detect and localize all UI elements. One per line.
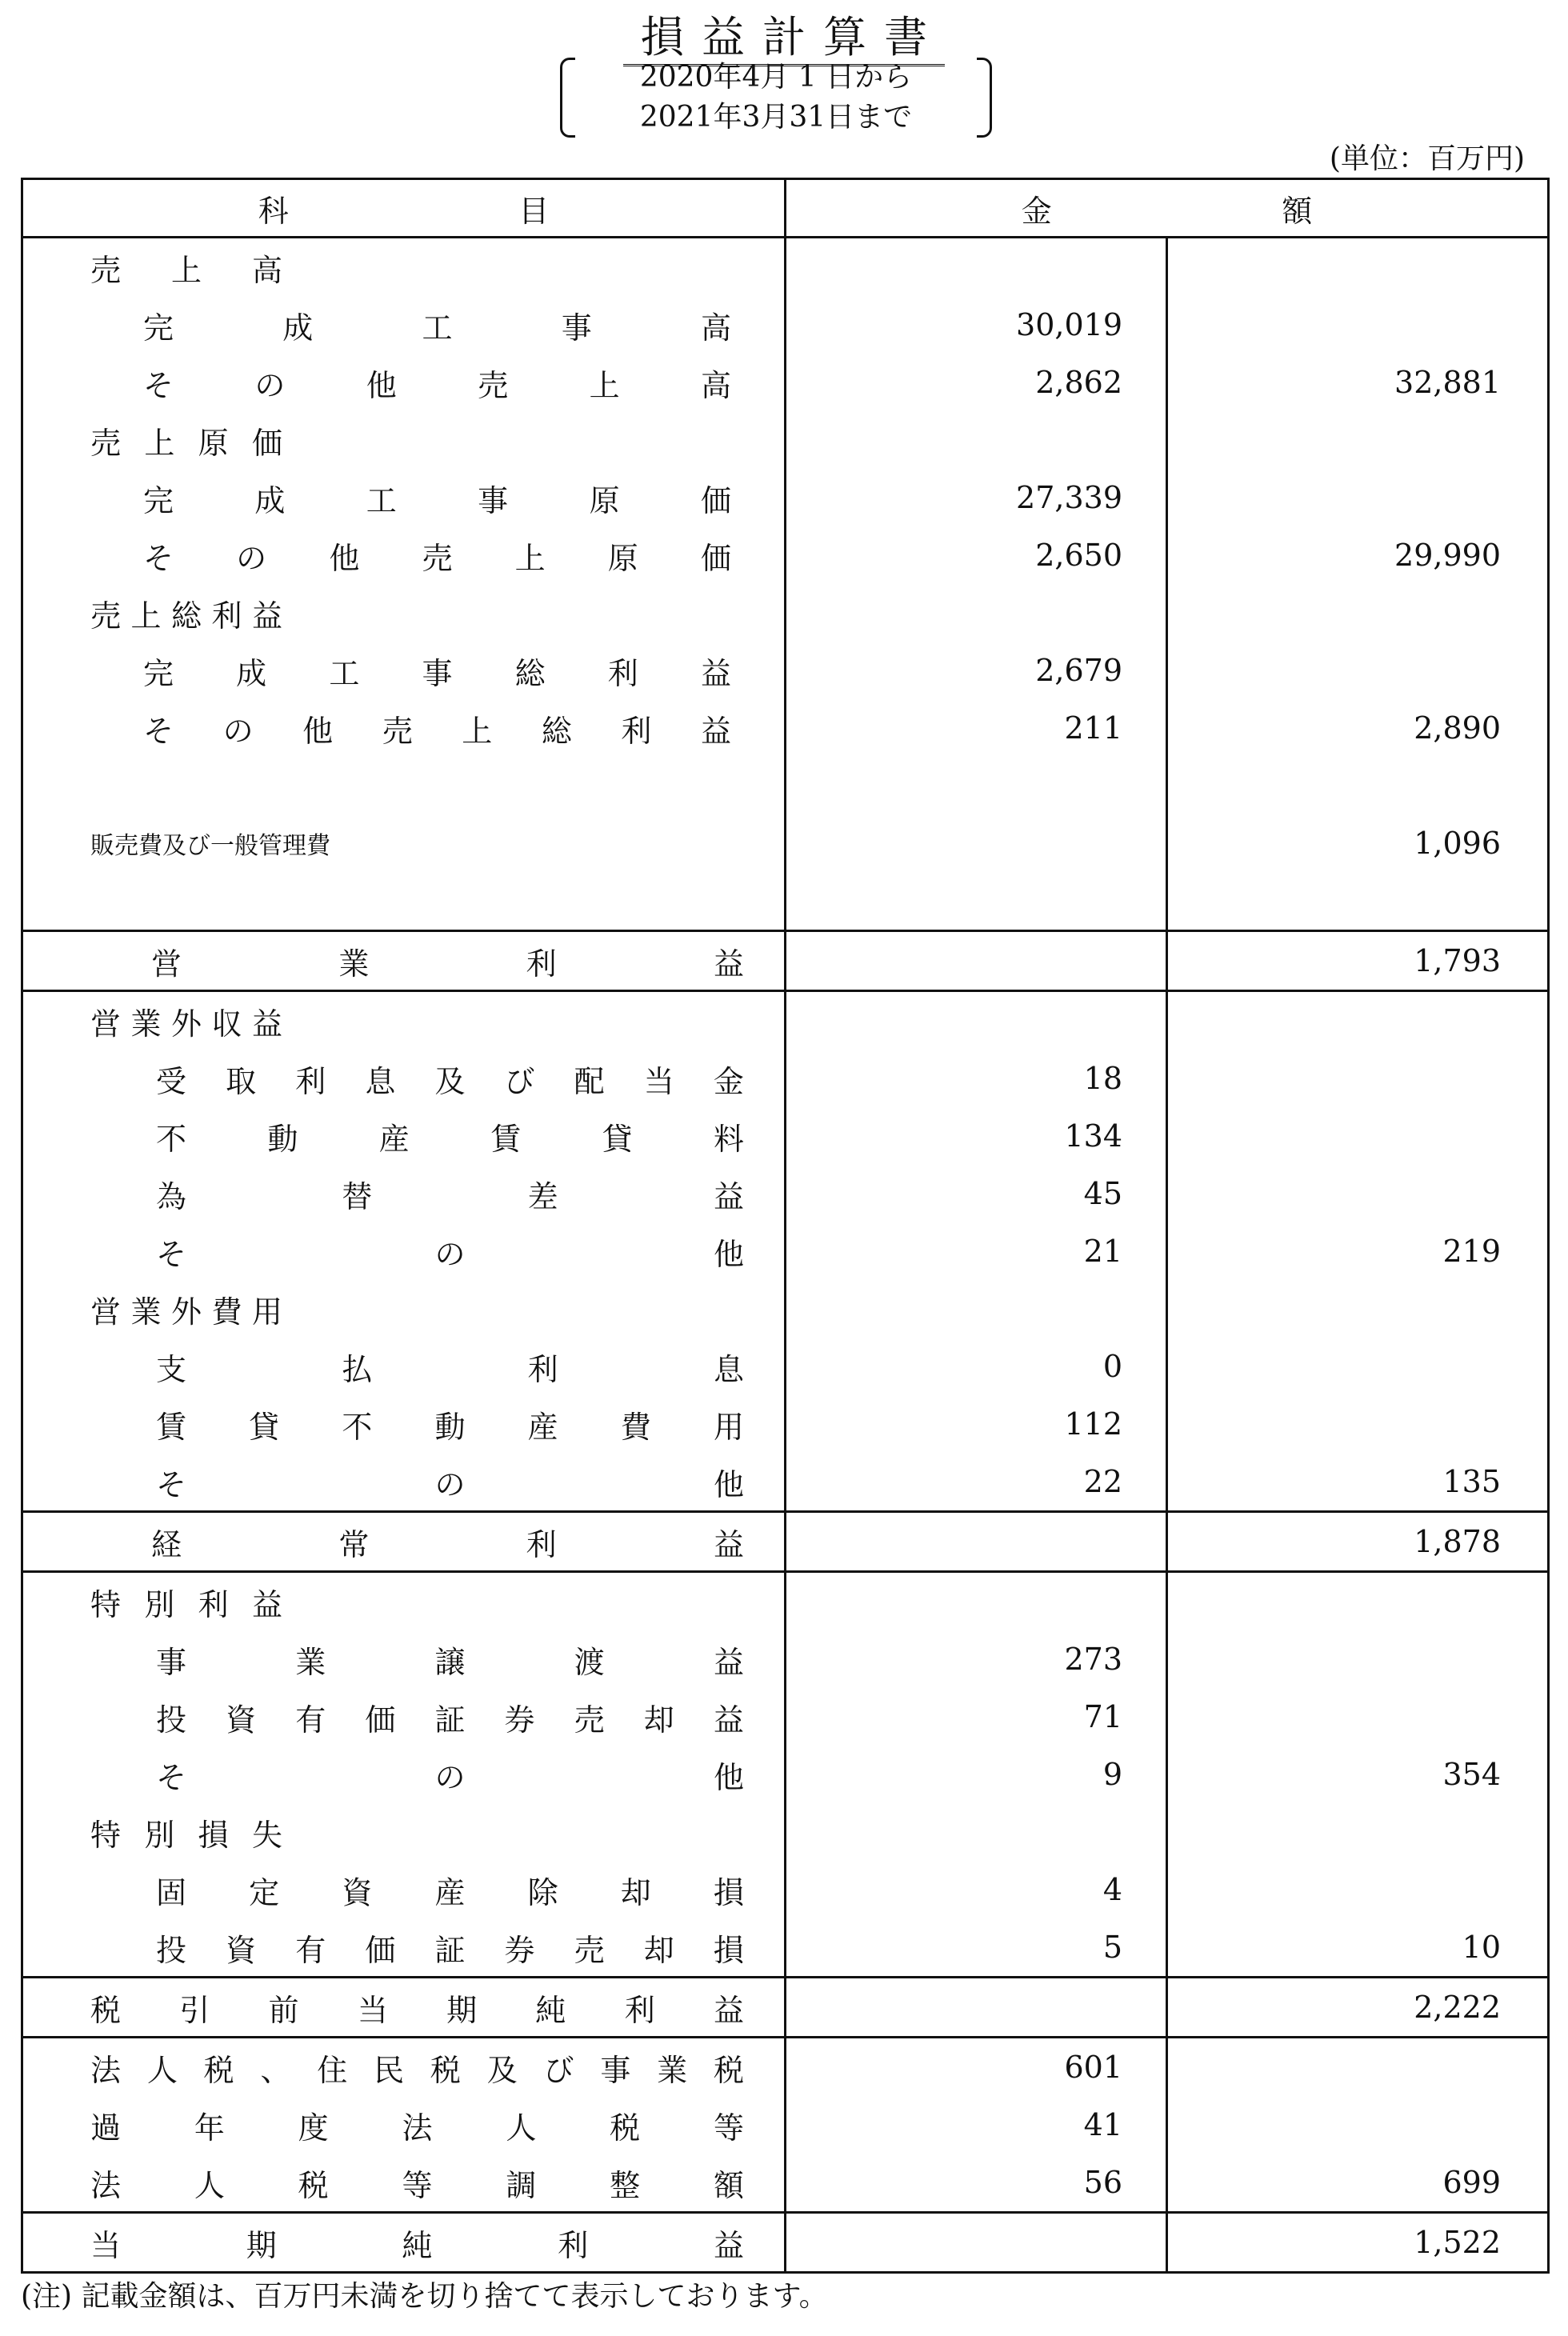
row-amount-detail: 4	[786, 1861, 1167, 1918]
row-label: そ の 他	[22, 1222, 786, 1280]
row-label: そ の 他 売 上 総 利 益	[22, 699, 786, 757]
row-label: 完 成 工 事 総 利 益	[22, 642, 786, 699]
line-item-row	[22, 1165, 1549, 1222]
row-amount-detail: 2,679	[786, 642, 1167, 699]
row-label: 投 資 有 価 証 券 売 却 損	[22, 1918, 786, 1978]
row-label: そ の 他	[22, 1746, 786, 1803]
section-heading-row	[22, 584, 1549, 642]
row-amount-detail: 30,019	[786, 296, 1167, 354]
row-label: 特 別 損 失	[22, 1803, 786, 1861]
row-amount-detail	[786, 2213, 1167, 2273]
footnote: (注) 記載金額は、百万円未満を切り捨てて表示しております。	[21, 2280, 828, 2313]
title-text: 損益計算書	[623, 12, 945, 66]
row-amount-detail: 112	[786, 1395, 1167, 1453]
line-item-row	[22, 1918, 1549, 1978]
row-amount-total	[1167, 296, 1549, 354]
row-label: 販売費及び一般管理費	[22, 814, 786, 872]
row-amount-detail: 2,650	[786, 526, 1167, 584]
header-subject: 科 目	[22, 179, 786, 238]
row-label: 不 動 産 賃 貸 料	[22, 1107, 786, 1165]
row-amount-total	[1167, 642, 1549, 699]
line-item-row	[22, 354, 1549, 411]
row-amount-detail: 0	[786, 1338, 1167, 1395]
row-label: 営 業 外 収 益	[22, 991, 786, 1050]
row-label: そ の 他	[22, 1453, 786, 1512]
table-body	[22, 238, 1549, 2273]
ordinary-profit-row	[22, 1512, 1549, 1572]
sga-row	[22, 814, 1549, 872]
row-amount-total: 1,793	[1167, 931, 1549, 991]
row-label: 法 人 税 等 調 整 額	[22, 2154, 786, 2213]
row-amount-total	[1167, 1803, 1549, 1861]
line-item-row	[22, 1222, 1549, 1280]
row-amount-total: 699	[1167, 2154, 1549, 2213]
line-item-row	[22, 526, 1549, 584]
row-amount-detail: 5	[786, 1918, 1167, 1978]
row-amount-total	[1167, 238, 1549, 297]
row-amount-detail: 41	[786, 2096, 1167, 2154]
row-label: 当 期 純 利 益	[22, 2213, 786, 2273]
row-amount-total	[1167, 1630, 1549, 1688]
row-amount-total	[1167, 757, 1549, 814]
row-amount-detail: 45	[786, 1165, 1167, 1222]
row-amount-total: 1,096	[1167, 814, 1549, 872]
row-label: 税 引 前 当 期 純 利 益	[22, 1978, 786, 2038]
row-amount-detail	[786, 814, 1167, 872]
line-item-row	[22, 1688, 1549, 1746]
row-amount-detail: 2,862	[786, 354, 1167, 411]
row-amount-detail	[786, 1280, 1167, 1338]
row-amount-detail	[786, 1978, 1167, 2038]
row-amount-total: 135	[1167, 1453, 1549, 1512]
line-item-row	[22, 1395, 1549, 1453]
row-amount-detail: 211	[786, 699, 1167, 757]
header-amount: 金 額	[786, 179, 1549, 238]
row-amount-detail	[786, 584, 1167, 642]
row-label: 完 成 工 事 原 価	[22, 469, 786, 526]
section-heading-row	[22, 411, 1549, 469]
row-amount-detail	[786, 991, 1167, 1050]
row-amount-total	[1167, 1165, 1549, 1222]
row-label: 完 成 工 事 高	[22, 296, 786, 354]
row-amount-total	[1167, 469, 1549, 526]
row-amount-total: 219	[1167, 1222, 1549, 1280]
line-item-row	[22, 296, 1549, 354]
row-amount-total: 32,881	[1167, 354, 1549, 411]
blank-row	[22, 757, 1549, 814]
period-from: 2020年4月 1 日から	[639, 61, 913, 94]
row-label: 支 払 利 息	[22, 1338, 786, 1395]
row-label	[22, 757, 786, 814]
line-item-row	[22, 469, 1549, 526]
period-box	[560, 54, 992, 138]
row-amount-detail	[786, 757, 1167, 814]
line-item-row	[22, 1453, 1549, 1512]
row-amount-total: 29,990	[1167, 526, 1549, 584]
row-amount-detail: 22	[786, 1453, 1167, 1512]
row-label: そ の 他 売 上 原 価	[22, 526, 786, 584]
line-item-row	[22, 1746, 1549, 1803]
row-amount-detail	[786, 931, 1167, 991]
row-label: 特 別 利 益	[22, 1572, 786, 1631]
section-heading-row	[22, 1803, 1549, 1861]
income-statement-table	[21, 178, 1550, 2274]
row-amount-total	[1167, 411, 1549, 469]
row-amount-detail: 601	[786, 2038, 1167, 2097]
tax-row	[22, 2096, 1549, 2154]
row-amount-detail	[786, 1572, 1167, 1631]
net-profit-row	[22, 2213, 1549, 2273]
row-label: 過 年 度 法 人 税 等	[22, 2096, 786, 2154]
row-amount-total	[1167, 2096, 1549, 2154]
line-item-row	[22, 1050, 1549, 1107]
row-amount-total: 2,222	[1167, 1978, 1549, 2038]
row-amount-total	[1167, 1107, 1549, 1165]
section-heading-row	[22, 1572, 1549, 1631]
line-item-row	[22, 642, 1549, 699]
operating-profit-row	[22, 931, 1549, 991]
line-item-row	[22, 1107, 1549, 1165]
line-item-row	[22, 699, 1549, 757]
row-amount-total	[1167, 584, 1549, 642]
row-amount-detail	[786, 872, 1167, 931]
row-amount-total	[1167, 1280, 1549, 1338]
line-item-row	[22, 1630, 1549, 1688]
section-heading-row	[22, 1280, 1549, 1338]
row-amount-total	[1167, 991, 1549, 1050]
period-to: 2021年3月31日まで	[639, 101, 913, 134]
row-label: 経 常 利 益	[22, 1512, 786, 1572]
pretax-profit-row	[22, 1978, 1549, 2038]
blank-row	[22, 872, 1549, 931]
row-amount-detail	[786, 238, 1167, 297]
row-amount-detail: 9	[786, 1746, 1167, 1803]
row-amount-detail	[786, 411, 1167, 469]
row-label: 売 上 高	[22, 238, 786, 297]
row-amount-total	[1167, 1338, 1549, 1395]
row-label: 売 上 総 利 益	[22, 584, 786, 642]
row-amount-total	[1167, 1688, 1549, 1746]
row-amount-total	[1167, 2038, 1549, 2097]
line-item-row	[22, 1861, 1549, 1918]
row-label: 為 替 差 益	[22, 1165, 786, 1222]
row-amount-detail: 273	[786, 1630, 1167, 1688]
row-label: そ の 他 売 上 高	[22, 354, 786, 411]
row-amount-total	[1167, 1050, 1549, 1107]
row-amount-detail	[786, 1512, 1167, 1572]
row-amount-total: 2,890	[1167, 699, 1549, 757]
table-header-row	[22, 179, 1549, 238]
row-label: 営 業 外 費 用	[22, 1280, 786, 1338]
row-amount-total: 354	[1167, 1746, 1549, 1803]
row-label: 投 資 有 価 証 券 売 却 益	[22, 1688, 786, 1746]
section-heading-row	[22, 238, 1549, 297]
unit-label: (単位：百万円)	[1329, 142, 1525, 175]
row-label: 売 上 原 価	[22, 411, 786, 469]
row-amount-detail	[786, 1803, 1167, 1861]
row-amount-total	[1167, 1572, 1549, 1631]
row-amount-total	[1167, 1861, 1549, 1918]
row-amount-total	[1167, 1395, 1549, 1453]
row-label: 営 業 利 益	[22, 931, 786, 991]
row-label: 法 人 税 、 住 民 税 及 び 事 業 税	[22, 2038, 786, 2097]
row-amount-total: 1,522	[1167, 2213, 1549, 2273]
row-label	[22, 872, 786, 931]
row-label: 受 取 利 息 及 び 配 当 金	[22, 1050, 786, 1107]
row-amount-detail: 134	[786, 1107, 1167, 1165]
section-heading-row	[22, 991, 1549, 1050]
row-amount-detail: 71	[786, 1688, 1167, 1746]
line-item-row	[22, 1338, 1549, 1395]
row-amount-total	[1167, 872, 1549, 931]
row-amount-detail: 56	[786, 2154, 1167, 2213]
row-amount-total: 10	[1167, 1918, 1549, 1978]
row-amount-detail: 21	[786, 1222, 1167, 1280]
tax-row	[22, 2038, 1549, 2097]
row-label: 賃 貸 不 動 産 費 用	[22, 1395, 786, 1453]
row-amount-detail: 27,339	[786, 469, 1167, 526]
row-label: 事 業 譲 渡 益	[22, 1630, 786, 1688]
tax-row	[22, 2154, 1549, 2213]
row-label: 固 定 資 産 除 却 損	[22, 1861, 786, 1918]
row-amount-total: 1,878	[1167, 1512, 1549, 1572]
row-amount-detail: 18	[786, 1050, 1167, 1107]
